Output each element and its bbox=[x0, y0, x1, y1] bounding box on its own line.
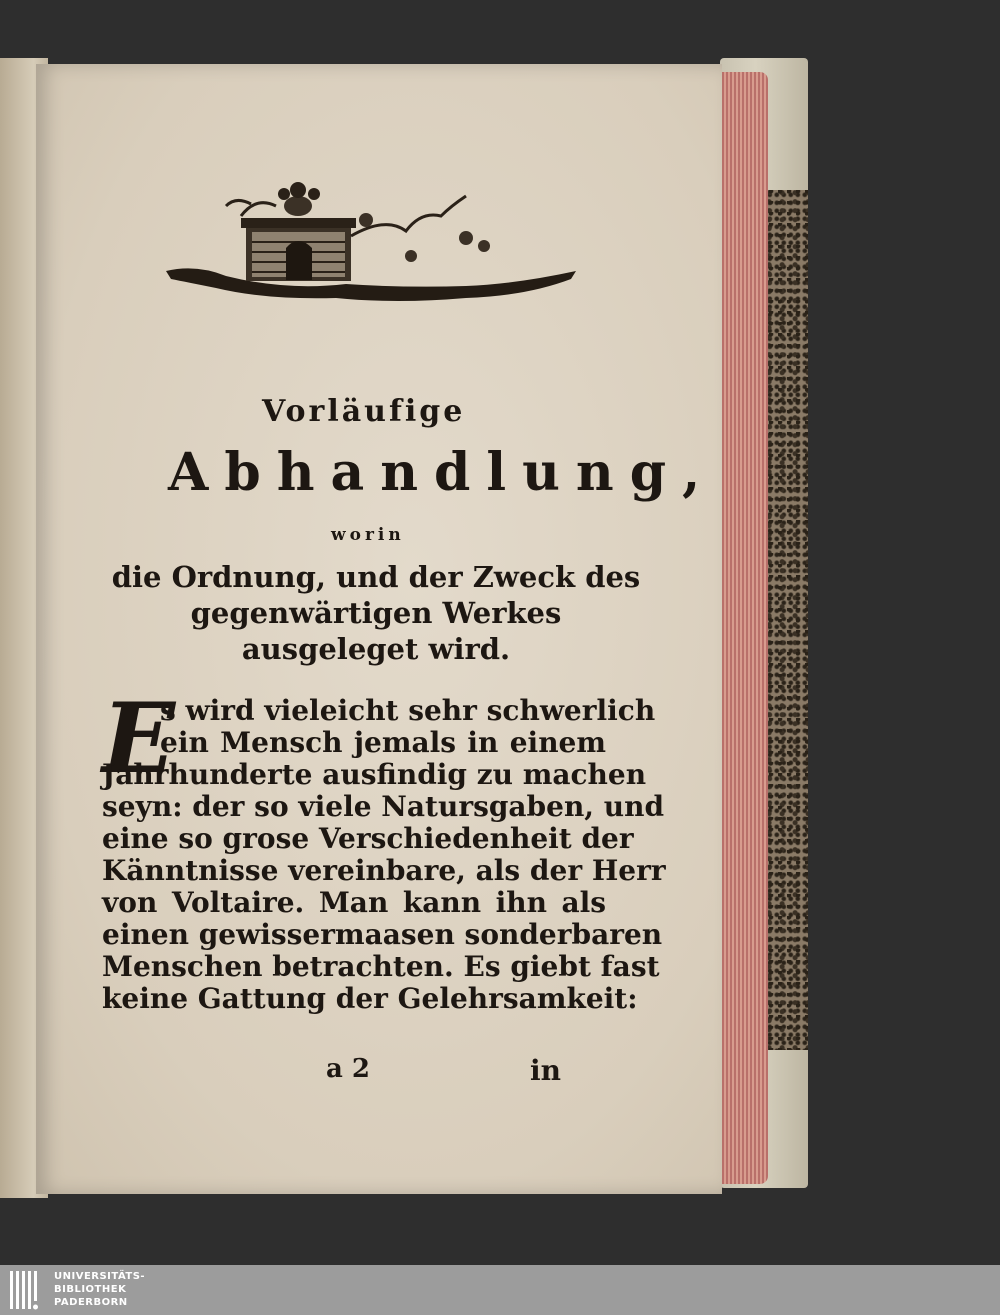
vignette-ornament-icon bbox=[166, 176, 586, 326]
body-line: keine Gattung der Gelehrsamkeit: bbox=[102, 982, 638, 1015]
title-line-vorlaeufige: Vorläufige bbox=[262, 394, 466, 429]
subtitle-line: die Ordnung, und der Zweck des bbox=[111, 560, 641, 594]
body-line: eine so grose Verschiedenheit der bbox=[102, 822, 634, 855]
logo-line: BIBLIOTHEK bbox=[54, 1284, 127, 1295]
drop-cap: E bbox=[102, 682, 176, 795]
library-logo-icon bbox=[8, 1269, 44, 1311]
body-line: ein Mensch jemals in einem bbox=[160, 726, 606, 759]
body-line: einen gewissermaasen sonderbaren bbox=[102, 918, 663, 951]
logo-line: PADERBORN bbox=[54, 1297, 128, 1308]
catchword: in bbox=[530, 1054, 561, 1087]
body-line: s wird vieleicht sehr schwerlich bbox=[160, 694, 656, 727]
body-line: Menschen betrachten. Es giebt fast bbox=[102, 950, 660, 983]
body-line: von Voltaire. Man kann ihn als bbox=[102, 886, 606, 919]
body-line: seyn: der so viele Natursgaben, und bbox=[102, 790, 665, 823]
body-line: Känntnisse vereinbare, als der Herr bbox=[102, 854, 666, 887]
book-page bbox=[36, 64, 722, 1194]
subtitle-block bbox=[106, 559, 646, 667]
title-line-abhandlung: Abhandlung, bbox=[168, 442, 717, 503]
signature-mark: a 2 bbox=[326, 1054, 370, 1084]
subtitle-line: ausgeleget wird. bbox=[241, 632, 511, 666]
body-line: Jahrhunderte ausfindig zu machen bbox=[102, 758, 647, 791]
footer-bar bbox=[0, 1265, 1000, 1315]
subtitle-line: gegenwärtigen Werkes bbox=[190, 596, 562, 630]
title-line-worin: worin bbox=[331, 525, 405, 545]
library-logo-text bbox=[54, 1270, 145, 1309]
logo-line: UNIVERSITÄTS- bbox=[54, 1271, 146, 1282]
